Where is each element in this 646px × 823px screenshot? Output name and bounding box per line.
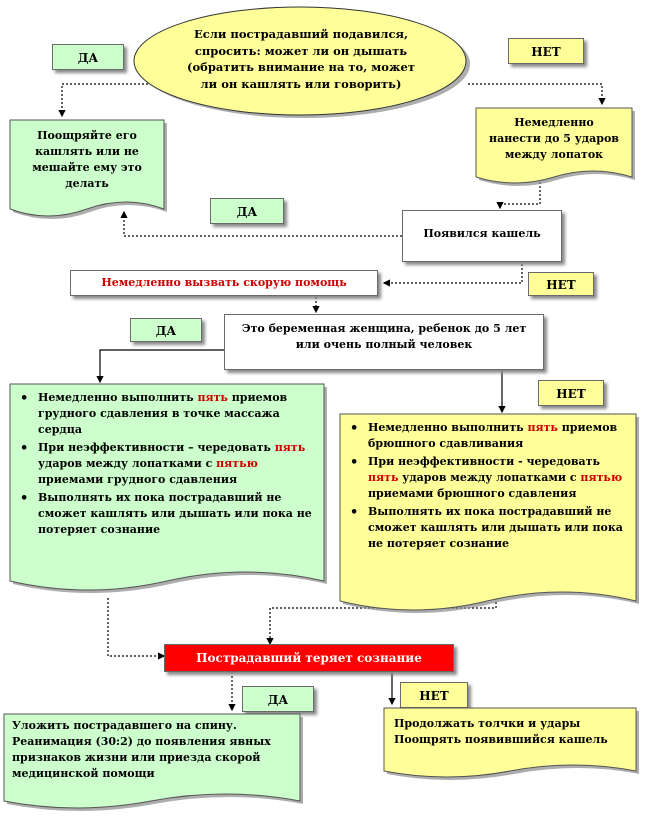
line-chest-to-unconscious	[108, 598, 164, 656]
line-pregnant-to-chest	[100, 350, 224, 382]
abdominal-step-3: • Выполнять их пока пострадавший не сможет кашлять или дышать или пока не потеряет сознание	[340, 504, 626, 552]
abdominal-step-1: • Немедленно выполнить пять приемов брюшного сдавливания	[340, 420, 626, 452]
chest-step-1: • Немедленно выполнить пять приемов грудного сдавления в точке массажа сердца	[10, 390, 312, 438]
cpr-text: Уложить пострадавшего на спину. Реанимация (30:2) до появления явных признаков жизни или приезда скорой медицинской помощи	[12, 719, 271, 780]
start-question-text: Если пострадавший подавился, спросить: может ли он дышать (обратить внимание на то, может ли он кашлять или говорить)	[187, 27, 415, 92]
unconscious-box	[164, 644, 454, 672]
yes-label-3: ДА	[130, 318, 202, 342]
no-label-2: НЕТ	[528, 272, 594, 296]
chest-compression-box	[10, 384, 324, 600]
line-cough-to-ambulance	[384, 260, 522, 283]
yes-label-2: ДА	[210, 198, 284, 224]
encourage-cough-text: Поощряйте его кашлять или не мешайте ему это делать	[32, 129, 142, 190]
chest-step-3: • Выполнять их пока пострадавший не сможет кашлять или дышать или пока не потеряет сознание	[10, 490, 312, 538]
pregnant-check-box	[224, 314, 544, 370]
abdominal-thrust-box	[340, 414, 636, 622]
no-label-1: НЕТ	[508, 38, 584, 64]
abdominal-thrust-list	[340, 414, 636, 552]
encourage-cough-box	[10, 120, 164, 222]
call-ambulance-box	[70, 270, 378, 296]
back-blows-box	[476, 108, 632, 188]
unconscious-text: Пострадавший теряет сознание	[196, 651, 422, 665]
cough-check-box	[402, 210, 562, 262]
back-blows-text: Немедленно нанести до 5 ударов между лопаток	[489, 116, 619, 161]
yes-label-1: ДА	[52, 44, 124, 70]
cpr-box	[4, 714, 300, 814]
yes-label-4: ДА	[242, 686, 314, 712]
continue-thrusts-text: Продолжать толчки и удары Поощрять появившийся кашель	[394, 717, 608, 746]
call-ambulance-text: Немедленно вызвать скорую помощь	[101, 276, 347, 289]
line-start-to-backblows	[468, 84, 602, 104]
cough-check-text: Появился кашель	[423, 227, 541, 240]
continue-thrusts-box	[384, 708, 636, 784]
no-label-4: НЕТ	[400, 682, 468, 708]
chest-compression-list	[10, 384, 324, 537]
no-label-3: НЕТ	[538, 380, 604, 406]
abdominal-step-2: • При неэффективности - чередовать пять ударов между лопатками с пятью приемами брюшного сдавления	[340, 454, 626, 502]
chest-step-2: • При неэффективности – чередовать пять ударов между лопатками с пятью приемами грудного сдавления	[10, 440, 312, 488]
start-question-ellipse	[132, 6, 470, 118]
pregnant-check-text: Это беременная женщина, ребенок до 5 лет или очень полный человек	[241, 322, 527, 351]
